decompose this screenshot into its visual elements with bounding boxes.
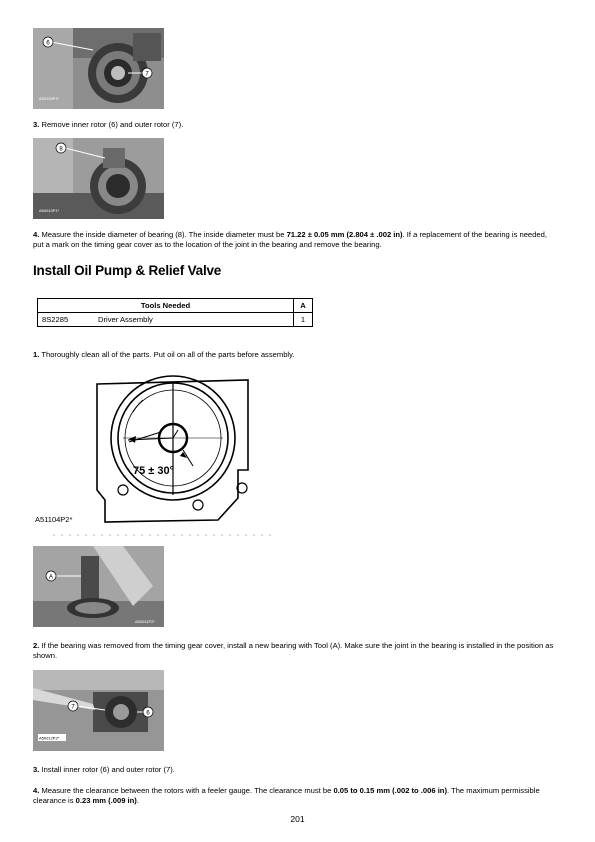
step-text: Remove inner rotor (6) and outer rotor (7). xyxy=(41,120,184,129)
step-install-bearing xyxy=(33,641,558,661)
step-remove-rotors xyxy=(33,120,558,130)
photo-install-rotors xyxy=(33,670,164,751)
step-number: 1. xyxy=(33,350,40,359)
table-row xyxy=(38,313,313,327)
photo-bearing xyxy=(33,138,164,219)
angle-label: 75 ± 30° xyxy=(133,465,175,477)
step-text: Thoroughly clean all of the parts. Put oil on all of the parts before assembly. xyxy=(41,350,295,359)
header-qty: A xyxy=(294,299,313,313)
spec-value: 0.05 to 0.15 mm (.002 to .006 in) xyxy=(333,786,447,795)
step-clean-parts xyxy=(33,350,558,360)
photo-caption: A50010P1* xyxy=(39,208,60,213)
callout-8: 8 xyxy=(59,146,63,153)
callout-6: 6 xyxy=(46,40,50,47)
photo-oil-pump-rotors xyxy=(33,28,164,109)
spec-max-value: 0.23 mm (.009 in) xyxy=(75,796,137,805)
part-description: Driver Assembly xyxy=(94,313,294,327)
photo-install-bearing-tool xyxy=(33,546,164,627)
section-title: Install Oil Pump & Relief Valve xyxy=(33,263,222,278)
table-header xyxy=(38,299,313,313)
part-number: 8S2285 xyxy=(38,313,95,327)
tools-needed-table xyxy=(37,298,313,327)
callout-a: A xyxy=(48,574,54,581)
step-number: 2. xyxy=(33,641,40,650)
callout-7: 7 xyxy=(145,71,149,78)
part-qty: 1 xyxy=(294,313,313,327)
bearing-joint-diagram xyxy=(33,370,283,540)
spec-value: 71.22 ± 0.05 mm (2.804 ± .002 in) xyxy=(286,230,403,239)
diagram-caption: A51104P2* xyxy=(35,515,73,524)
callout-6: 6 xyxy=(146,710,150,717)
photo-caption: A50012P2* xyxy=(39,735,60,741)
page-number: 201 xyxy=(290,814,305,824)
header-tools: Tools Needed xyxy=(38,299,294,313)
step-measure-bearing: 4. Measure the inside diameter of bearing (8). The inside diameter must be 71.22 ± 0.05 mm (2.804 ± .002 in). If a replacement of the bearing is needed, put a mark on the timing gear cover as to the location of the joint in the bearing and remove the bearing. xyxy=(33,230,547,249)
photo-caption: A50011P2* xyxy=(135,619,155,624)
step-number: 3. xyxy=(33,765,40,774)
step-text: Install inner rotor (6) and outer rotor (7). xyxy=(41,765,175,774)
photo-caption: A50159P1* xyxy=(39,96,60,101)
step-number: 3. xyxy=(33,120,40,129)
step-number: 4. xyxy=(33,230,40,239)
step-number: 4. xyxy=(33,786,40,795)
step-install-rotors xyxy=(33,765,558,775)
step-measure-clearance: 4. Measure the clearance between the rotors with a feeler gauge. The clearance must be 0.05 to 0.15 mm (.002 to .006 in). The maximum permissible clearance is 0.23 mm (.009 in). xyxy=(33,786,540,805)
callout-7: 7 xyxy=(71,704,75,711)
step-text: If the bearing was removed from the timing gear cover, install a new bearing with Tool (A). Make sure the joint in the bearing is installed in the position as shown. xyxy=(33,641,554,660)
